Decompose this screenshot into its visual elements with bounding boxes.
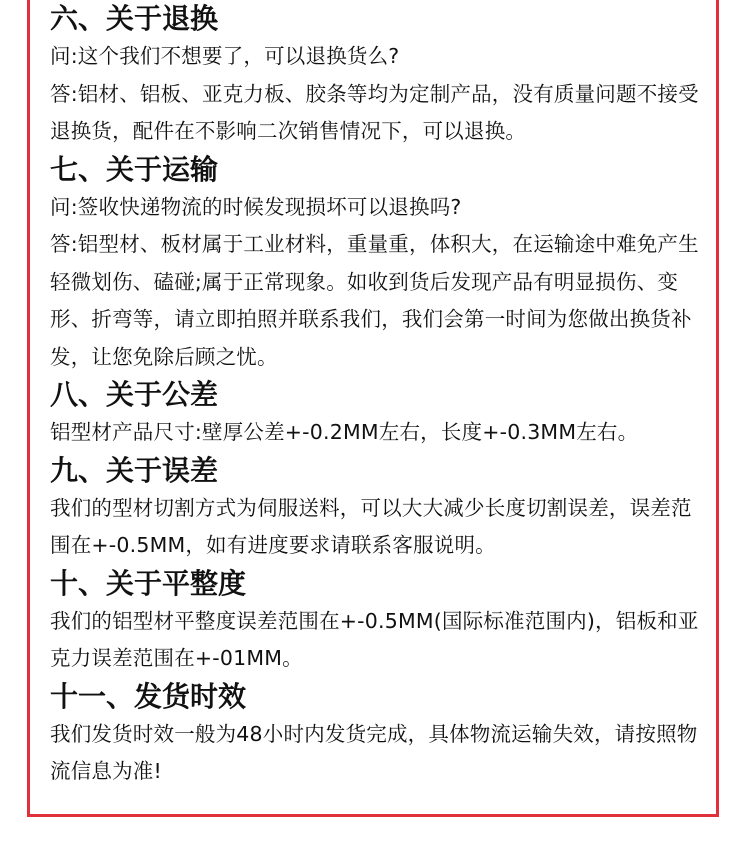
question-text: 问:这个我们不想要了，可以退换货么?	[50, 44, 400, 68]
body-text: 铝型材产品尺寸:壁厚公差+-0.2MM左右，长度+-0.3MM左右。	[50, 420, 639, 444]
section-title: 六、关于退换	[50, 2, 219, 35]
section-title: 十、关于平整度	[50, 566, 247, 600]
body-text: 我们的型材切割方式为伺服送料，可以大大减少长度切割误差，误差范围在+-0.5MM，如有进度要求请联系客服说明。	[50, 495, 692, 557]
answer-text: 答:铝材、铝板、亚克力板、胶条等均为定制产品，没有质量问题不接受退换货，配件在不影响二次销售情况下，可以退换。	[50, 81, 699, 143]
section-title: 九、关于误差	[50, 453, 219, 487]
section-tolerance	[50, 376, 702, 452]
section-title: 七、关于运输	[50, 152, 219, 186]
section-returns	[50, 0, 702, 151]
answer-text: 答:铝型材、板材属于工业材料，重量重，体积大，在运输途中难免产生轻微划伤、磕碰;属于正常现象。如收到货后发现产品有明显损伤、变形、折弯等，请立即拍照并联系我们，我们会第一时间为您做出换货补发，让您免除后顾之忧。	[50, 232, 699, 369]
section-shipping	[50, 151, 702, 377]
section-error	[50, 452, 702, 565]
notice-content	[50, 0, 702, 791]
section-title: 十一、发货时效	[50, 679, 247, 713]
body-text: 我们发货时效一般为48小时内发货完成，具体物流运输失效，请按照物流信息为准!	[50, 721, 698, 783]
section-flatness	[50, 565, 702, 678]
question-text: 问:签收快递物流的时候发现损坏可以退换吗?	[50, 194, 462, 219]
section-delivery-time	[50, 678, 702, 791]
body-text: 我们的铝型材平整度误差范围在+-0.5MM(国际标准范围内)，铝板和亚克力误差范围在+-01MM。	[50, 608, 699, 670]
section-title: 八、关于公差	[50, 378, 219, 411]
